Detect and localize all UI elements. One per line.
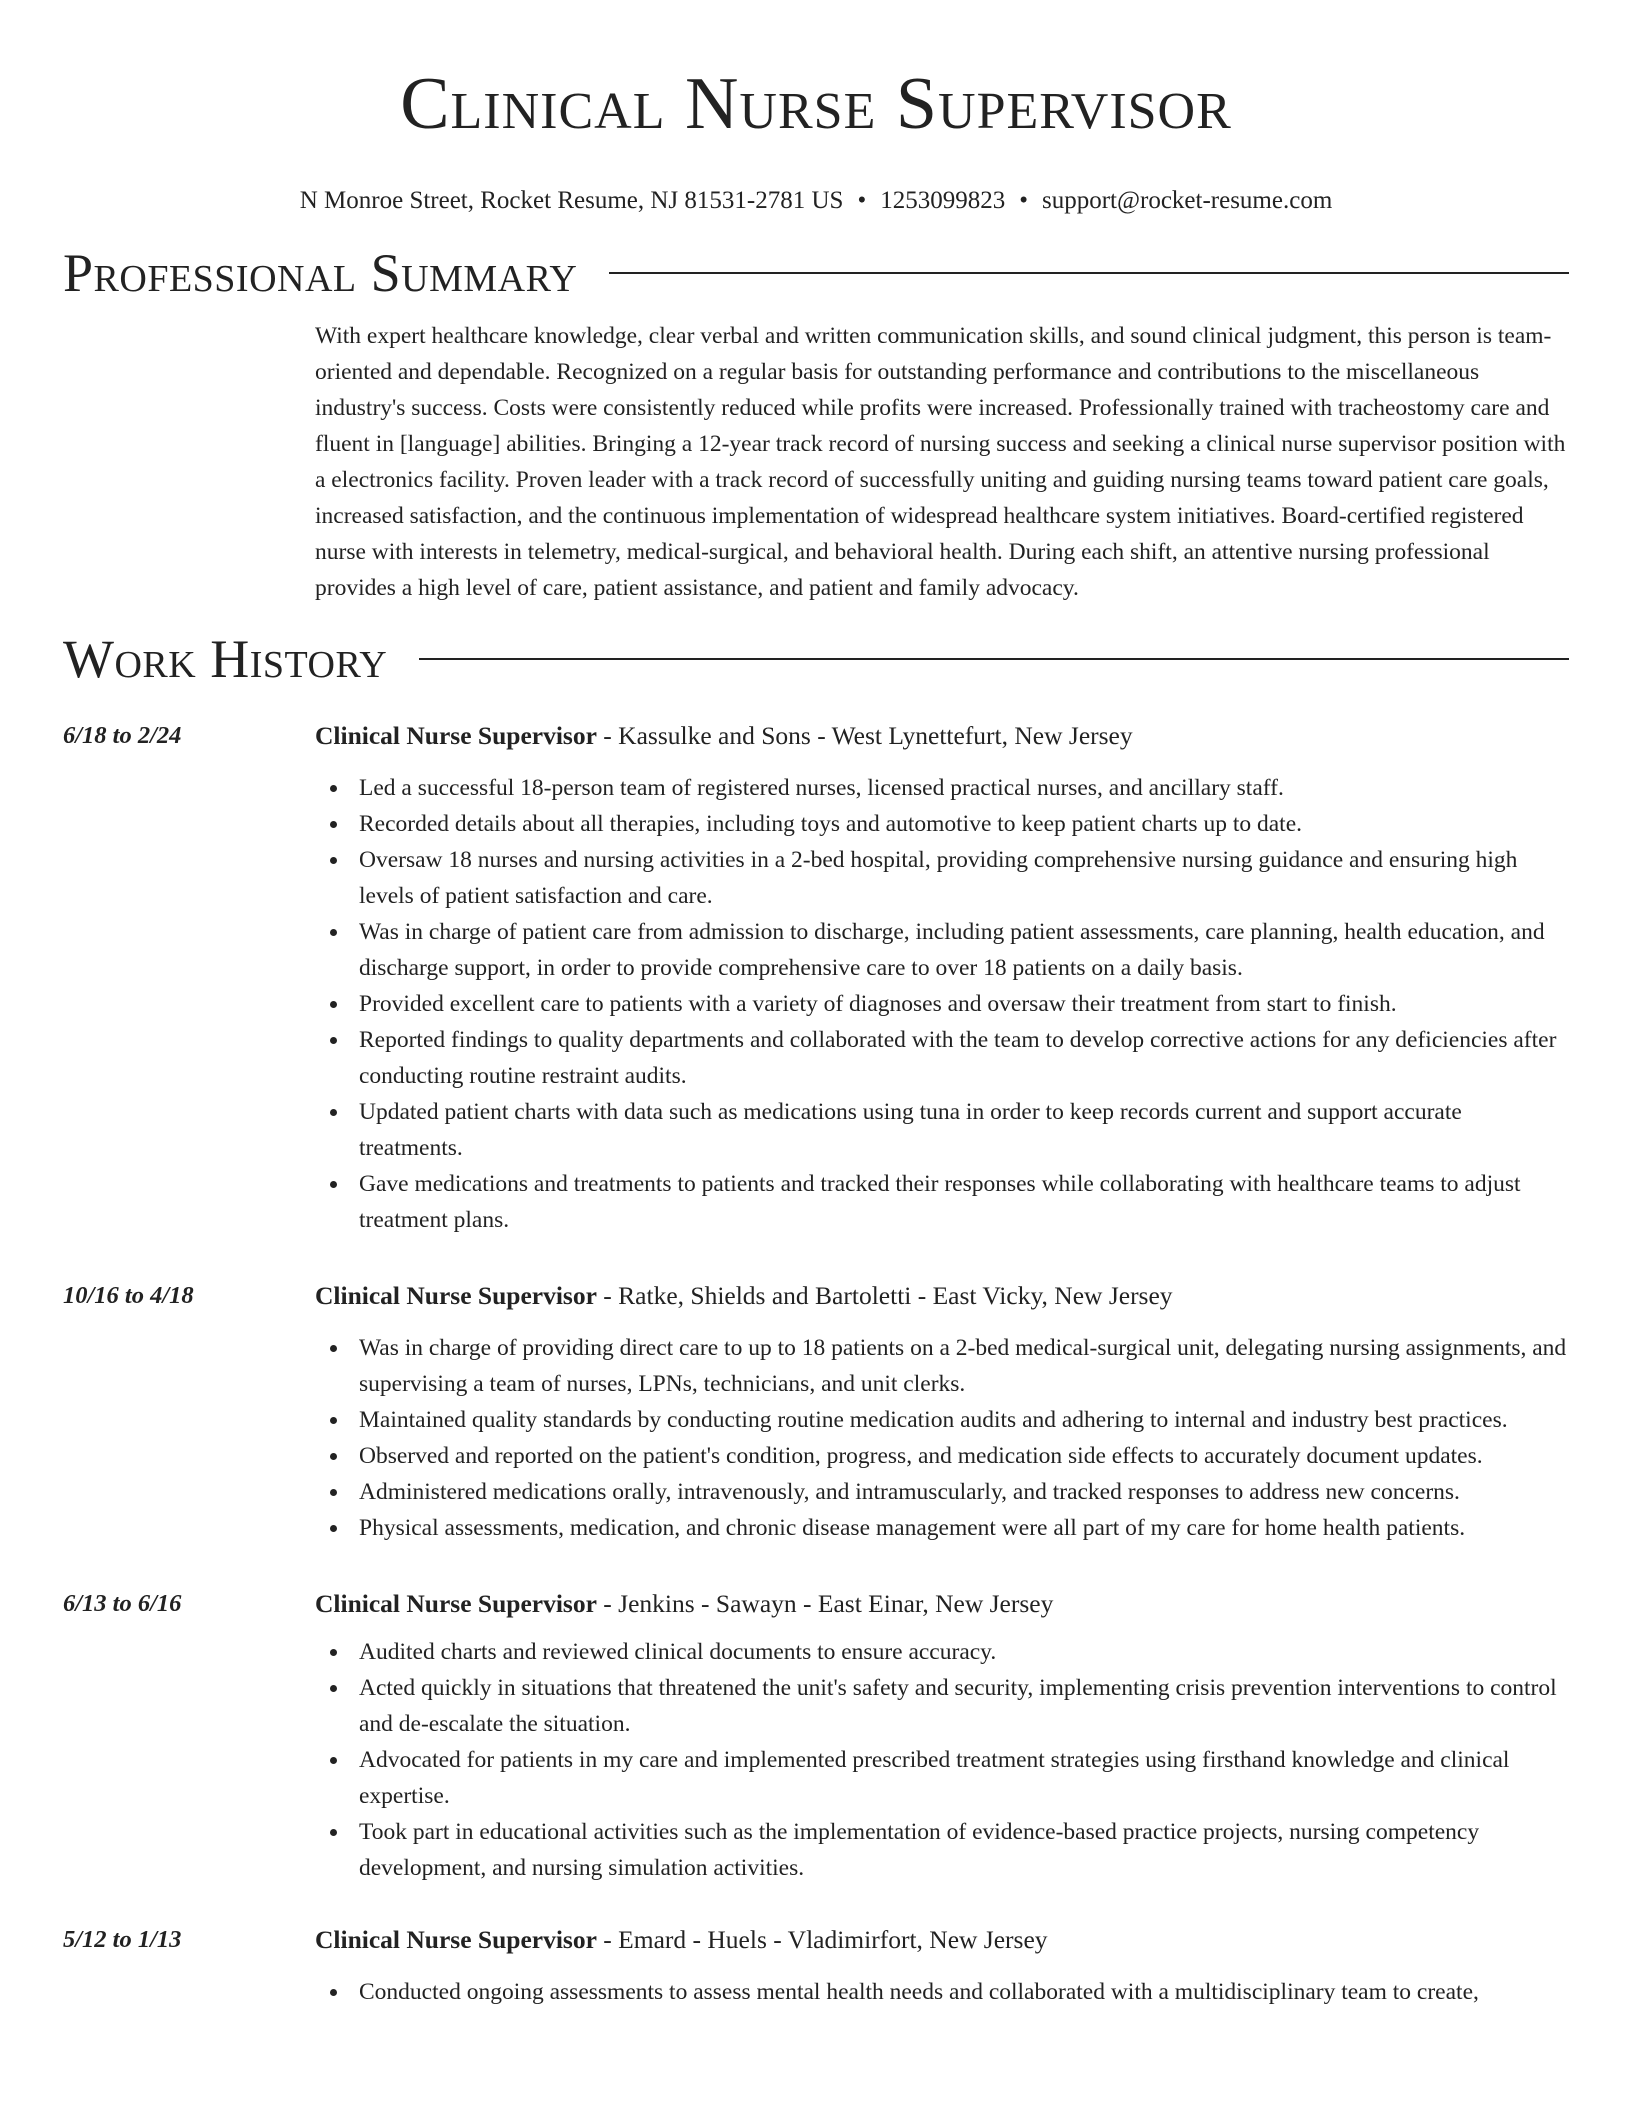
job-bullet: Observed and reported on the patient's condition, progress, and medication side effects to accurately document updates. [315, 1438, 1569, 1474]
job-heading [315, 1278, 1569, 1314]
work-section-title: Work History [63, 629, 388, 689]
summary-text: With expert healthcare knowledge, clear verbal and written communication skills, and sound clinical judgment, this person is team-oriented and dependable. Recognized on a regular basis for outstanding performance and contributions to the miscellaneous industry's success. Costs were consistently reduced while profits were increased. Professionally trained with tracheostomy care and fluent in [language] abilities. Bringing a 12-year track record of nursing success and seeking a clinical nurse supervisor position with a electronics facility. Proven leader with a track record of successfully uniting and guiding nursing teams toward patient care goals, increased satisfaction, and the continuous implementation of widespread healthcare system initiatives. Board-certified registered nurse with interests in telemetry, medical-surgical, and behavioral health. During each shift, an attentive nursing professional provides a high level of care, patient assistance, and patient and family advocacy. [315, 323, 1566, 601]
summary-section-header [63, 240, 1569, 306]
job-bullet: Administered medications orally, intravenously, and intramuscularly, and tracked responses to address new concerns. [315, 1474, 1569, 1510]
contact-separator: • [1019, 187, 1028, 214]
job-heading [315, 1922, 1569, 1958]
contact-phone: 1253099823 [880, 187, 1006, 214]
job-dates: 6/18 to 2/24 [63, 722, 182, 749]
job-employer-location: - Kassulke and Sons - West Lynettefurt, New Jersey [596, 721, 1133, 750]
job-bullet-list [315, 770, 1569, 1238]
section-divider [609, 272, 1569, 274]
job-body [315, 718, 1569, 1238]
job-dates: 5/12 to 1/13 [63, 1926, 182, 1953]
job-title: Clinical Nurse Supervisor [315, 1281, 597, 1310]
job-entry [63, 1922, 1569, 2010]
job-bullet: Provided excellent care to patients with a variety of diagnoses and oversaw their treatment from start to finish. [315, 986, 1569, 1022]
section-divider [419, 658, 1569, 660]
job-title: Clinical Nurse Supervisor [315, 1589, 597, 1618]
job-body [315, 1586, 1569, 1886]
job-bullet: Oversaw 18 nurses and nursing activities in a 2-bed hospital, providing comprehensive nursing guidance and ensuring high levels of patient satisfaction and care. [315, 842, 1569, 914]
job-heading [315, 718, 1569, 754]
job-body [315, 1278, 1569, 1546]
job-bullet: Physical assessments, medication, and chronic disease management were all part of my care for home health patients. [315, 1510, 1569, 1546]
job-dates: 6/13 to 6/16 [63, 1590, 182, 1617]
job-bullet: Was in charge of providing direct care to up to 18 patients on a 2-bed medical-surgical unit, delegating nursing assignments, and supervising a team of nurses, LPNs, technicians, and unit clerks. [315, 1330, 1569, 1402]
job-body [315, 1922, 1569, 2010]
job-bullet: Took part in educational activities such as the implementation of evidence-based practice projects, nursing competency development, and nursing simulation activities. [315, 1814, 1569, 1886]
job-bullet: Led a successful 18-person team of registered nurses, licensed practical nurses, and ancillary staff. [315, 770, 1569, 806]
contact-line [63, 184, 1569, 218]
job-employer-location: - Emard - Huels - Vladimirfort, New Jersey [596, 1925, 1048, 1954]
job-bullet: Gave medications and treatments to patients and tracked their responses while collaborating with healthcare teams to adjust treatment plans. [315, 1166, 1569, 1238]
job-bullet: Recorded details about all therapies, including toys and automotive to keep patient charts up to date. [315, 806, 1569, 842]
job-bullet: Audited charts and reviewed clinical documents to ensure accuracy. [315, 1634, 1569, 1670]
job-bullet: Updated patient charts with data such as medications using tuna in order to keep records current and support accurate treatments. [315, 1094, 1569, 1166]
job-bullet: Advocated for patients in my care and implemented prescribed treatment strategies using firsthand knowledge and clinical expertise. [315, 1742, 1569, 1814]
job-entry [63, 718, 1569, 1238]
job-title: Clinical Nurse Supervisor [315, 1925, 597, 1954]
job-bullet: Reported findings to quality departments and collaborated with the team to develop corrective actions for any deficiencies after conducting routine restraint audits. [315, 1022, 1569, 1094]
job-heading [315, 1586, 1569, 1622]
summary-section-title: Professional Summary [63, 243, 578, 303]
work-section-header [63, 626, 1569, 692]
resume-name: Clinical Nurse Supervisor [400, 63, 1232, 145]
job-bullet-list [315, 1634, 1569, 1886]
contact-email: support@rocket-resume.com [1041, 187, 1333, 214]
job-bullet-list [315, 1974, 1569, 2010]
job-employer-location: - Jenkins - Sawayn - East Einar, New Jersey [596, 1589, 1054, 1618]
contact-separator: • [857, 187, 867, 214]
job-bullet: Maintained quality standards by conducting routine medication audits and adhering to internal and industry best practices. [315, 1402, 1569, 1438]
job-bullet-list [315, 1330, 1569, 1546]
contact-address: N Monroe Street, Rocket Resume, NJ 81531-2781 US [299, 187, 844, 214]
job-dates: 10/16 to 4/18 [63, 1282, 194, 1309]
job-title: Clinical Nurse Supervisor [315, 721, 597, 750]
job-employer-location: - Ratke, Shields and Bartoletti - East Vicky, New Jersey [596, 1281, 1173, 1310]
job-bullet: Acted quickly in situations that threatened the unit's safety and security, implementing crisis prevention interventions to control and de-escalate the situation. [315, 1670, 1569, 1742]
job-bullet: Conducted ongoing assessments to assess mental health needs and collaborated with a multidisciplinary team to create, [315, 1974, 1569, 2010]
job-bullet: Was in charge of patient care from admission to discharge, including patient assessments, care planning, health education, and discharge support, in order to provide comprehensive care to over 18 patients on a daily basis. [315, 914, 1569, 986]
job-entry [63, 1586, 1569, 1886]
work-history-list [63, 718, 1569, 2010]
job-entry [63, 1278, 1569, 1546]
